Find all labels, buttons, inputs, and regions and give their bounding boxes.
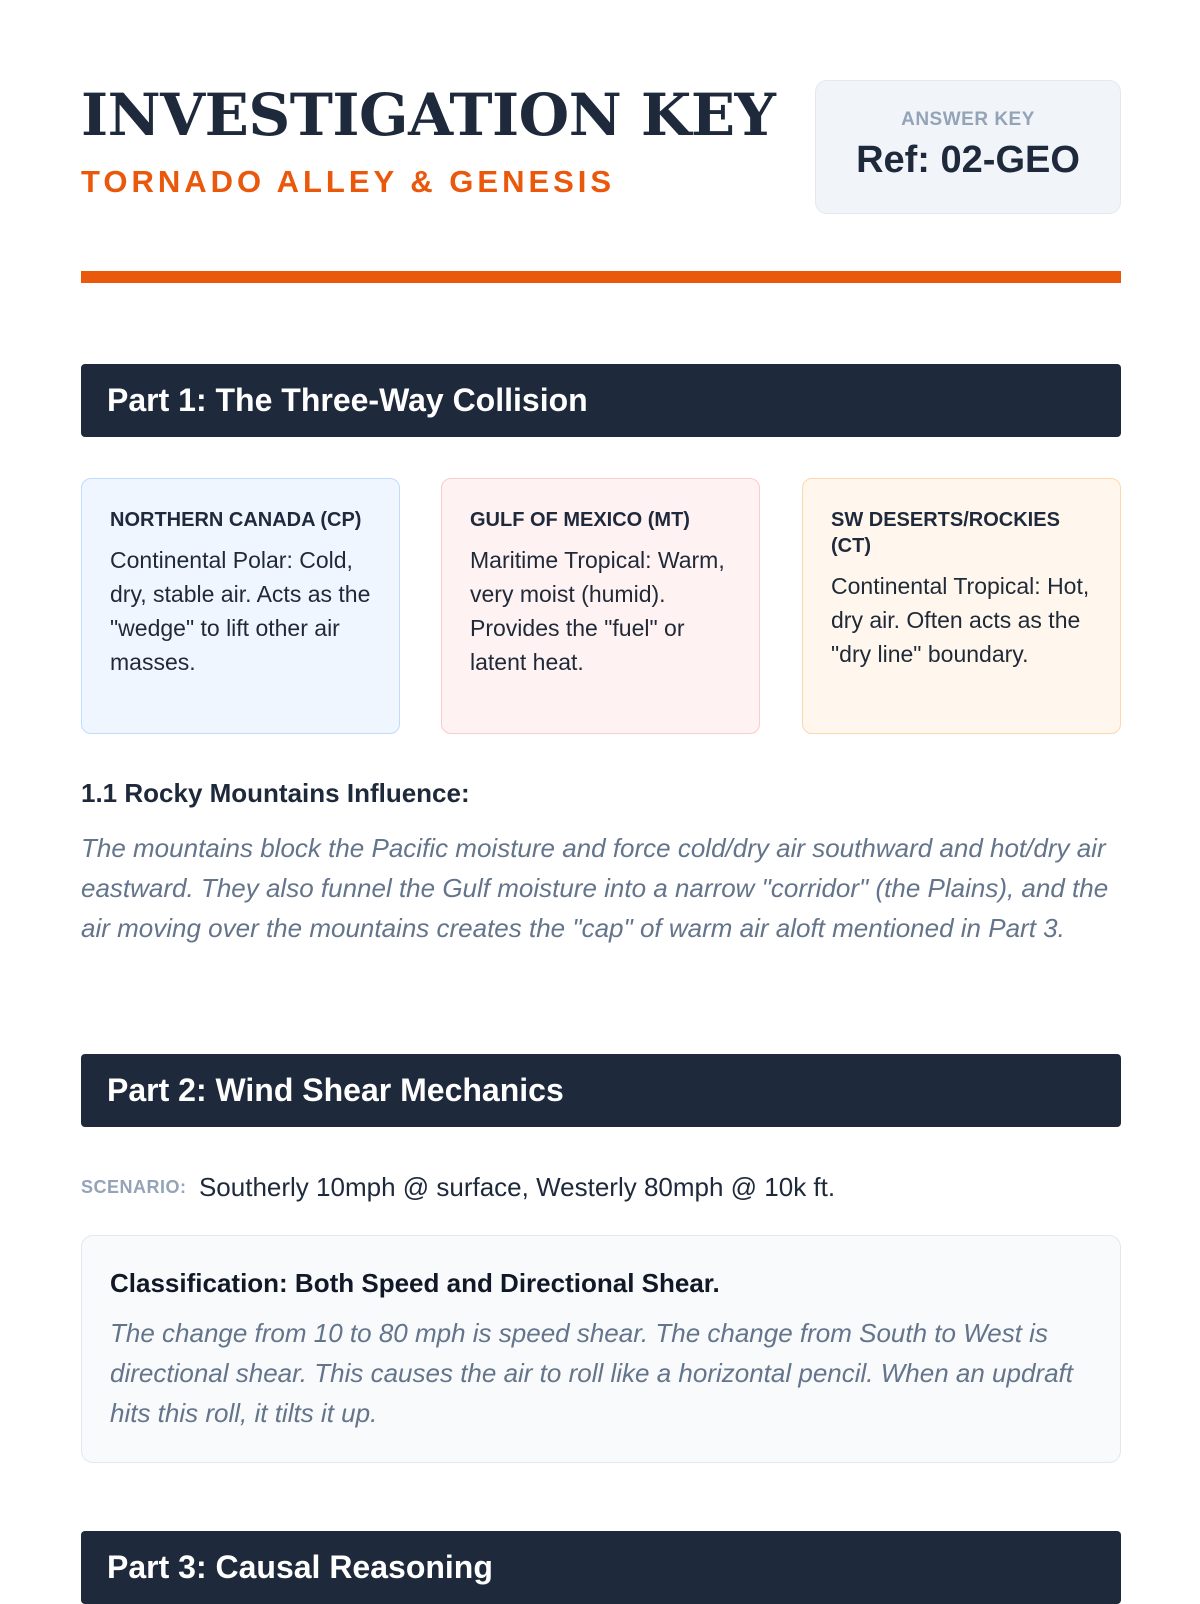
air-mass-card-mt [441, 478, 760, 734]
card-title: SW DESERTS/ROCKIES (CT) [831, 509, 1060, 557]
air-mass-cards [81, 478, 1121, 734]
section-heading-part-2: Part 2: Wind Shear Mechanics [81, 1054, 1121, 1127]
section-heading-part-1: Part 1: The Three-Way Collision [81, 364, 1121, 437]
card-title: GULF OF MEXICO (MT) [470, 509, 690, 531]
scenario-text: Southerly 10mph @ surface, Westerly 80mph @ 10k ft. [198, 1172, 836, 1202]
air-mass-card-cp [81, 478, 400, 734]
scenario-line [81, 1172, 835, 1203]
card-text: Continental Tropical: Hot, dry air. Often acts as the "dry line" boundary. [831, 573, 1090, 667]
page-title: INVESTIGATION KEY [81, 81, 776, 149]
card-title: NORTHERN CANADA (CP) [110, 509, 362, 531]
classification-answer: The change from 10 to 80 mph is speed shear. The change from South to West is directional shear. This causes the air to roll like a horizontal pencil. When an updraft hits this roll, it tilts it up. [110, 1318, 1073, 1428]
reference-card [815, 80, 1121, 214]
section-heading-part-3: Part 3: Causal Reasoning [81, 1531, 1121, 1604]
air-mass-card-ct [802, 478, 1121, 734]
card-text: Maritime Tropical: Warm, very moist (humid). Provides the "fuel" or latent heat. [470, 547, 725, 675]
influence-answer: The mountains block the Pacific moisture and force cold/dry air southward and hot/dry air eastward. They also funnel the Gulf moisture into a narrow "corridor" (the Plains), and the air moving over the mountains creates the "cap" of warm air aloft mentioned in Part 3. [81, 833, 1109, 943]
page-header [81, 80, 1121, 220]
reference-value: Ref: 02-GEO [856, 139, 1080, 181]
card-text: Continental Polar: Cold, dry, stable air. Acts as the "wedge" to lift other air masses. [110, 547, 371, 675]
reference-label: ANSWER KEY [901, 109, 1035, 130]
classification-box [81, 1235, 1121, 1463]
classification-title: Classification: Both Speed and Directional Shear. [110, 1268, 720, 1298]
header-divider [81, 271, 1121, 283]
influence-heading: 1.1 Rocky Mountains Influence: [81, 778, 470, 808]
scenario-label: SCENARIO: [81, 1177, 187, 1197]
page-subtitle: TORNADO ALLEY & GENESIS [81, 164, 616, 199]
